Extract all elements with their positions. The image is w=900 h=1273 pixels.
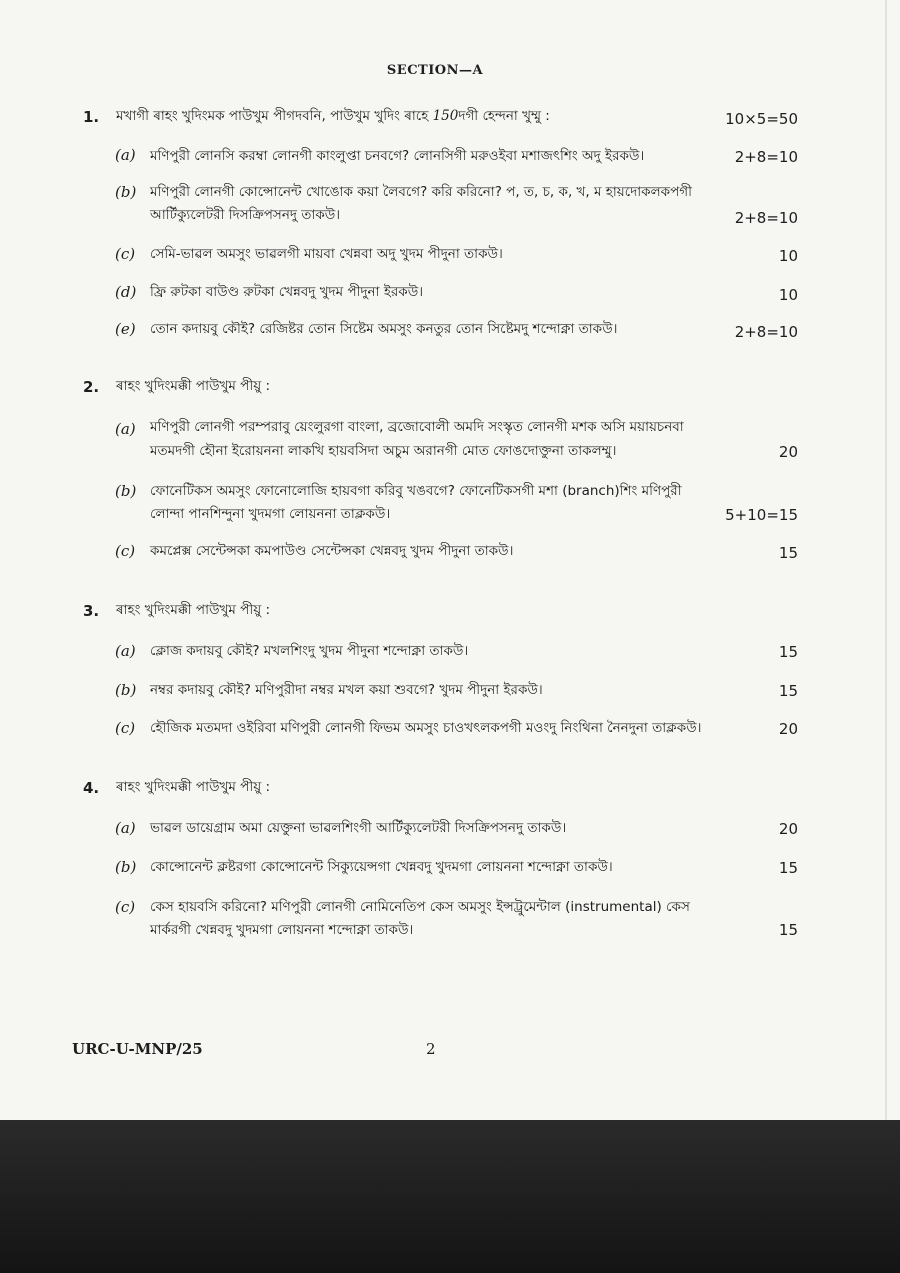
part-label: (c) xyxy=(115,898,136,916)
part-text: মার্করগী খেন্নবদু খুদমগা লোয়ননা শন্দোক্না তাকউ। xyxy=(150,922,414,938)
part-text: লোন্দা পানশিন্দুনা খুদমগা লোয়ননা তাক্লকউ। xyxy=(150,506,391,522)
question-text: ৰাহং খুদিংমক্কী পাউখুম পীয়ু : xyxy=(116,779,270,795)
part-label: (a) xyxy=(115,819,136,837)
part-marks: 15 xyxy=(778,643,798,661)
part-label: (d) xyxy=(115,283,137,301)
question-number: 1. xyxy=(83,108,100,126)
part-marks: 10 xyxy=(778,286,798,304)
part-marks: 2+8=10 xyxy=(734,148,798,166)
question-text: ৰাহং খুদিংমক্কী পাউখুম পীয়ু : xyxy=(116,602,270,618)
part-text: কেস হায়বসি করিনো? মণিপুরী লোনগী নোমিনেতিপ কেস অমসুং ইন্সট্রুমেন্টাল (instrumental) কেস xyxy=(150,899,690,915)
part-text: হৌজিক মতমদা ওইরিবা মণিপুরী লোনগী ফিভম অমসুং চাওখৎলকপগী মওংদু নিংথিনা নৈনদুনা তাক্লকউ। xyxy=(150,720,702,736)
part-text: মণিপুরী লোনসি করম্বা লোনগী কাংলুপ্তা চনবগে? লোনসিগী মরুওইবা মশাজৎশিং অদু ইরকউ। xyxy=(150,148,645,164)
part-marks: 10 xyxy=(778,247,798,265)
part-text: তোন কদায়বু কৌই? রেজিষ্টর তোন সিষ্টেম অমসুং কনতুর তোন সিষ্টেমদু শন্দোক্না তাকউ। xyxy=(150,321,618,337)
part-label: (e) xyxy=(115,320,136,338)
part-text: ফ্রি রুটকা বাউণ্ড রুটকা খেন্নবদু খুদম পীদুনা ইরকউ। xyxy=(150,284,424,300)
part-marks: 15 xyxy=(778,682,798,700)
scanner-background xyxy=(0,1120,900,1273)
part-label: (a) xyxy=(115,146,136,164)
part-label: (c) xyxy=(115,542,136,560)
part-text: নম্বর কদায়বু কৌই? মণিপুরীদা নম্বর মখল কয়া শুবগে? খুদম পীদুনা ইরকউ। xyxy=(150,682,543,698)
part-marks: 2+8=10 xyxy=(734,323,798,341)
part-label: (a) xyxy=(115,642,136,660)
part-marks: 5+10=15 xyxy=(725,506,798,524)
part-text: মণিপুরী লোনগী পরম্পরাবু য়েংলুরগা বাংলা, ব্রজোবোলী অমদি সংস্কৃত লোনগী মশক অসি ময়ায়চনবা xyxy=(150,419,684,435)
question-number: 4. xyxy=(83,779,100,797)
part-text: ভাৱল ডায়েগ্রাম অমা য়েক্তুনা ভাৱলশিংগী আর্টিক্যুলেটরী দিসক্রিপসনদু তাকউ। xyxy=(150,820,567,836)
part-marks: 15 xyxy=(778,544,798,562)
page-number: 2 xyxy=(426,1040,436,1058)
part-marks: 20 xyxy=(778,720,798,738)
part-label: (c) xyxy=(115,245,136,263)
question-number: 3. xyxy=(83,602,100,620)
part-label: (b) xyxy=(115,681,137,699)
paper-code: URC-U-MNP/25 xyxy=(72,1040,203,1058)
question-marks: 10×5=50 xyxy=(725,110,798,128)
part-marks: 15 xyxy=(778,921,798,939)
part-text: কোন্সোনেন্ট ক্লষ্টরগা কোন্সোনেন্ট সিক্যুয়েন্সগা খেন্নবদু খুদমগা লোয়ননা শন্দোক্না তাকউ। xyxy=(150,859,613,875)
section-title: SECTION—A xyxy=(386,63,484,78)
part-text: কমপ্লেক্স সেন্টেন্সকা কমপাউণ্ড সেন্টেন্সকা খেন্নবদু খুদম পীদুনা তাকউ। xyxy=(150,543,514,559)
part-text: ক্লোজ কদায়বু কৌই? মখলশিংদু খুদম পীদুনা শন্দোক্না তাকউ। xyxy=(150,643,469,659)
part-label: (b) xyxy=(115,858,137,876)
part-label: (b) xyxy=(115,482,137,500)
part-label: (c) xyxy=(115,719,136,737)
part-text: সেমি-ভাৱল অমসুং ভাৱলগী মায়বা খেন্নবা অদু খুদম পীদুনা তাকউ। xyxy=(150,246,503,262)
part-text: মতমদগী হৌনা ইরোয়ননা লাকখি হায়বসিদা অচুম অরানগী মোত ফোঙদোক্তুনা তাকলম্মু। xyxy=(150,443,617,459)
part-marks: 15 xyxy=(778,859,798,877)
question-text: ৰাহং খুদিংমক্কী পাউখুম পীয়ু : xyxy=(116,378,270,394)
part-label: (b) xyxy=(115,183,137,201)
question-text: মখাগী ৰাহং খুদিংমক পাউখুম পীগদবনি, পাউখুম খুদিং ৰাহে 150দগী হেন্দনা খুম্মু : xyxy=(116,108,550,124)
part-marks: 20 xyxy=(778,443,798,461)
part-text: ফোনেটিকস অমসুং ফোনোলোজি হায়বগা করিবু খঙবগে? ফোনেটিকসগী মশা (branch)শিং মণিপুরী xyxy=(150,483,682,499)
part-text: মণিপুরী লোনগী কোন্সোনেন্ট খোঙোক কয়া লৈবগে? করি করিনো? প, ত, চ, ক, খ, ম হায়দোকলকপগী xyxy=(150,184,692,200)
page-fold-shadow xyxy=(885,0,887,1120)
part-marks: 20 xyxy=(778,820,798,838)
part-label: (a) xyxy=(115,420,136,438)
part-marks: 2+8=10 xyxy=(734,209,798,227)
question-number: 2. xyxy=(83,378,100,396)
part-text: আর্টিক্যুলেটরী দিসক্রিপসনদু তাকউ। xyxy=(150,207,341,223)
